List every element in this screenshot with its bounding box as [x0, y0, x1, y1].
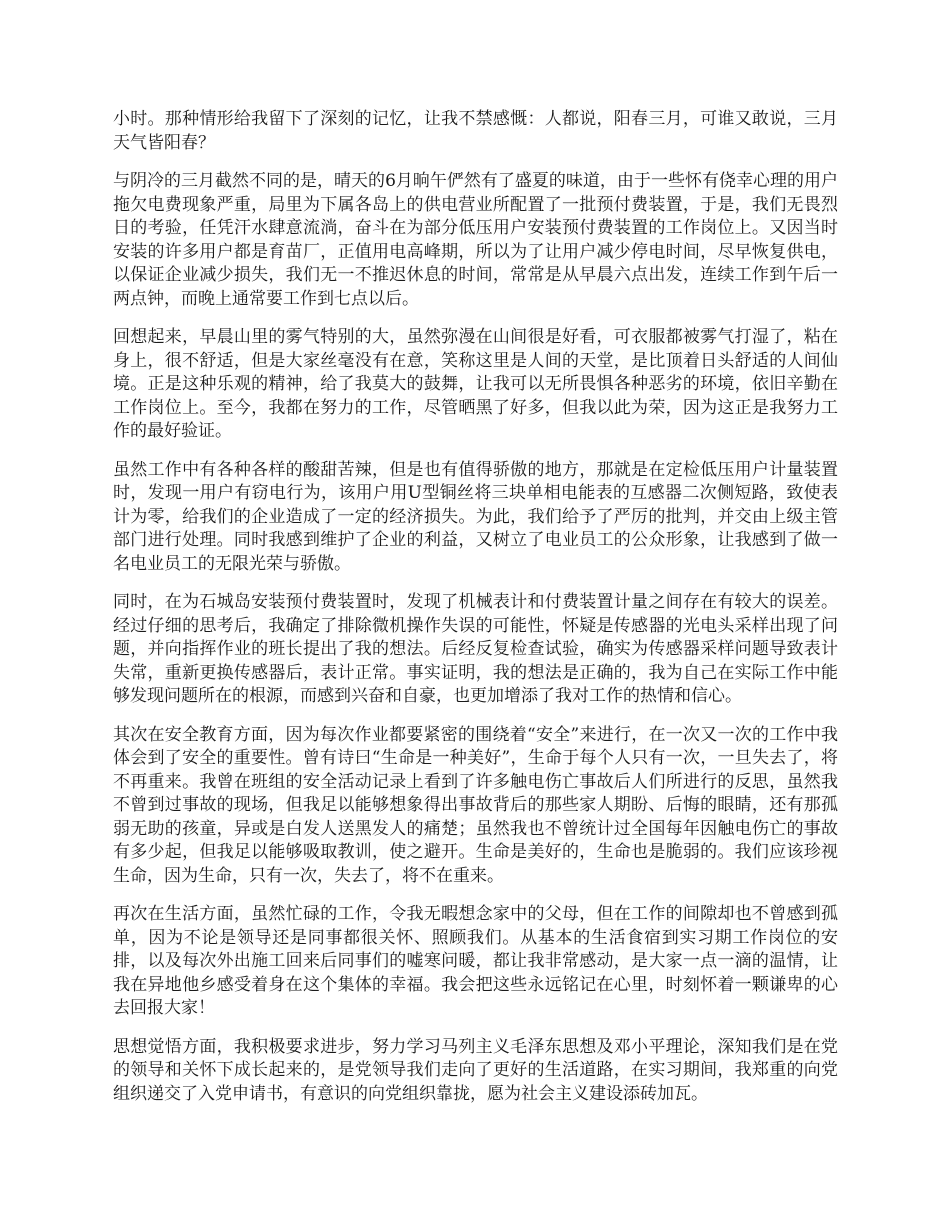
paragraph: 思想觉悟方面，我积极要求进步，努力学习马列主义毛泽东思想及邓小平理论，深知我们是在党的领导和关怀下成长起来的，是党领导我们走向了更好的生活道路，在实习期间，我郑重的向党组织递交了入党申请书，有意识的向党组织靠拢，愿为社会主义建设添砖加瓦。 — [113, 1036, 838, 1104]
paragraph: 小时。那种情形给我留下了深刻的记忆，让我不禁感慨：人都说，阳春三月，可谁又敢说，三月天气皆阳春？ — [113, 109, 838, 153]
document-body — [113, 108, 838, 1121]
paragraph: 再次在生活方面，虽然忙碌的工作，令我无暇想念家中的父母，但在工作的间隙却也不曾感到孤单，因为不论是领导还是同事都很关怀、照顾我们。从基本的生活食宿到实习期工作岗位的安排，以及每次外出施工回来后同事们的嘘寒问暖，都让我非常感动，是大家一点一滴的温情，让我在异地他乡感受着身在这个集体的幸福。我会把这些永远铭记在心里，时刻怀着一颗谦卑的心去回报大家！ — [113, 904, 838, 1018]
paragraph: 与阴冷的三月截然不同的是，晴天的6月晌午俨然有了盛夏的味道，由于一些怀有侥幸心理的用户拖欠电费现象严重，局里为下属各岛上的供电营业所配置了一批预付费装置，于是，我们无畏烈日的考验，任凭汗水肆意流淌，奋斗在为部分低压用户安装预付费装置的工作岗位上。又因当时安装的许多用户都是育苗厂，正值用电高峰期，所以为了让用户减少停电时间，尽早恢复供电，以保证企业减少损失，我们无一不推迟休息的时间，常常是从早晨六点出发，连续工作到午后一两点钟，而晚上通常要工作到七点以后。 — [113, 171, 838, 309]
paragraph: 虽然工作中有各种各样的酸甜苦辣，但是也有值得骄傲的地方，那就是在定检低压用户计量装置时，发现一用户有窃电行为，该用户用U型铜丝将三块单相电能表的互感器二次侧短路，致使表计为零，给我们的企业造成了一定的经济损失。为此，我们给予了严厉的批判，并交由上级主管部门进行处理。同时我感到维护了企业的利益，又树立了电业员工的公众形象，让我感到了做一名电业员工的无限光荣与骄傲。 — [113, 459, 838, 574]
paragraph: 同时，在为石城岛安装预付费装置时，发现了机械表计和付费装置计量之间存在有较大的误差。经过仔细的思考后，我确定了排除微机操作失误的可能性，怀疑是传感器的光电头采样出现了问题，并向指挥作业的班长提出了我的想法。后经反复检查试验，确实为传感器采样问题导致表计失常，重新更换传感器后，表计正常。事实证明，我的想法是正确的，我为自己在实际工作中能够发现问题所在的根源，而感到兴奋和自豪，也更加增添了我对工作的热情和信心。 — [113, 592, 838, 706]
paragraph: 回想起来，早晨山里的雾气特别的大，虽然弥漫在山间很是好看，可衣服都被雾气打湿了，粘在身上，很不舒适，但是大家丝毫没有在意，笑称这里是人间的天堂，是比顶着日头舒适的人间仙境。正是这种乐观的精神，给了我莫大的鼓舞，让我可以无所畏惧各种恶劣的环境，依旧辛勤在工作岗位上。至今，我都在努力的工作，尽管晒黑了好多，但我以此为荣，因为这正是我努力工作的最好验证。 — [113, 327, 838, 441]
paragraph: 其次在安全教育方面，因为每次作业都要紧密的围绕着“安全”来进行，在一次又一次的工作中我体会到了安全的重要性。曾有诗曰“生命是一种美好”，生命于每个人只有一次，一旦失去了，将不再重来。我曾在班组的安全活动记录上看到了许多触电伤亡事故后人们所进行的反思，虽然我不曾到过事故的现场，但我足以能够想象得出事故背后的那些家人期盼、后悔的眼睛，还有那孤弱无助的孩童，异或是白发人送黑发人的痛楚；虽然我也不曾统计过全国每年因触电伤亡的事故有多少起，但我足以能够吸取教训，使之避开。生命是美好的，生命也是脆弱的。我们应该珍视生命，因为生命，只有一次，失去了，将不在重来。 — [113, 724, 838, 886]
